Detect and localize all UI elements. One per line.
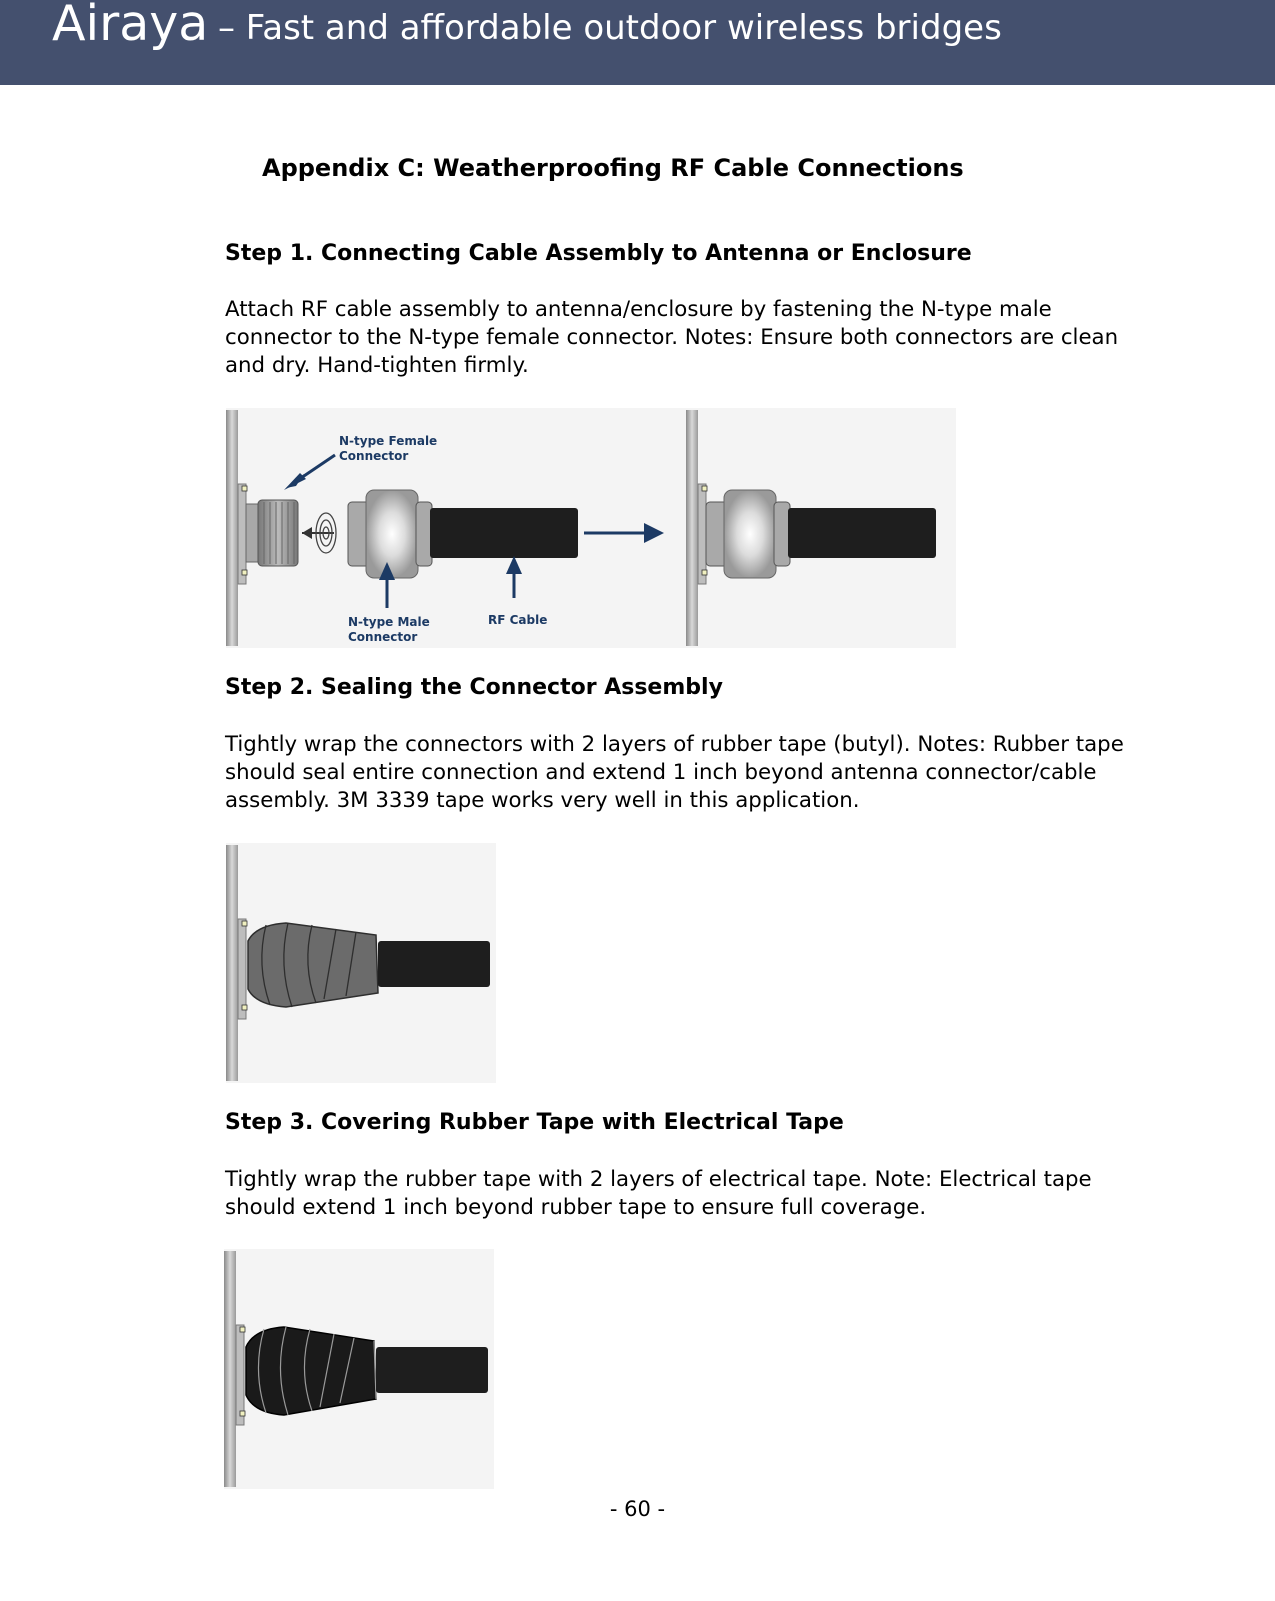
brand-tagline: – Fast and affordable outdoor wireless bridges [218,8,1002,48]
electrical-tape-wrap [246,1327,376,1415]
step-2-text: Tightly wrap the connectors with 2 layers of rubber tape (butyl). Notes: Rubber tape should seal entire connection and extend 1 inch beyond antenna connector/cable assembly. 3M 3339 tape works very well in this application. [225,732,1124,813]
label-female-line2: Connector [339,449,409,463]
page-header [0,0,1275,85]
mount-plate-right [686,410,698,646]
page-title: Appendix C: Weatherproofing RF Cable Connections [262,154,964,182]
rf-cable [430,508,578,558]
label-female-line1: N-type Female [339,434,438,448]
brand-name: Airaya [52,0,209,52]
step-2-heading: Step 2. Sealing the Connector Assembly [225,675,723,700]
step-1-heading: Step 1. Connecting Cable Assembly to Antenna or Enclosure [225,241,972,266]
label-rf-cable: RF Cable [488,613,548,627]
step-3-text: Tightly wrap the rubber tape with 2 layers of electrical tape. Note: Electrical tape should extend 1 inch beyond rubber tape to ensure full coverage. [225,1167,1092,1220]
step-3-heading: Step 3. Covering Rubber Tape with Electrical Tape [225,1110,844,1135]
male-connector-body [366,490,418,578]
step-3-electrical-tape-diagram [224,1249,494,1489]
mount-plate-left [226,410,238,646]
label-male-line2: Connector [348,630,418,644]
page-number: - 60 - [609,1497,666,1521]
step-1-connection-diagram [226,408,956,648]
label-male-line1: N-type Male [348,615,430,629]
step-2-rubber-tape-diagram [226,843,496,1083]
step-1-text: Attach RF cable assembly to antenna/enclosure by fastening the N-type male connector to the N-type female connector. Notes: Ensure both connectors are clean and dry. Hand-tighten firmly. [225,297,1119,378]
